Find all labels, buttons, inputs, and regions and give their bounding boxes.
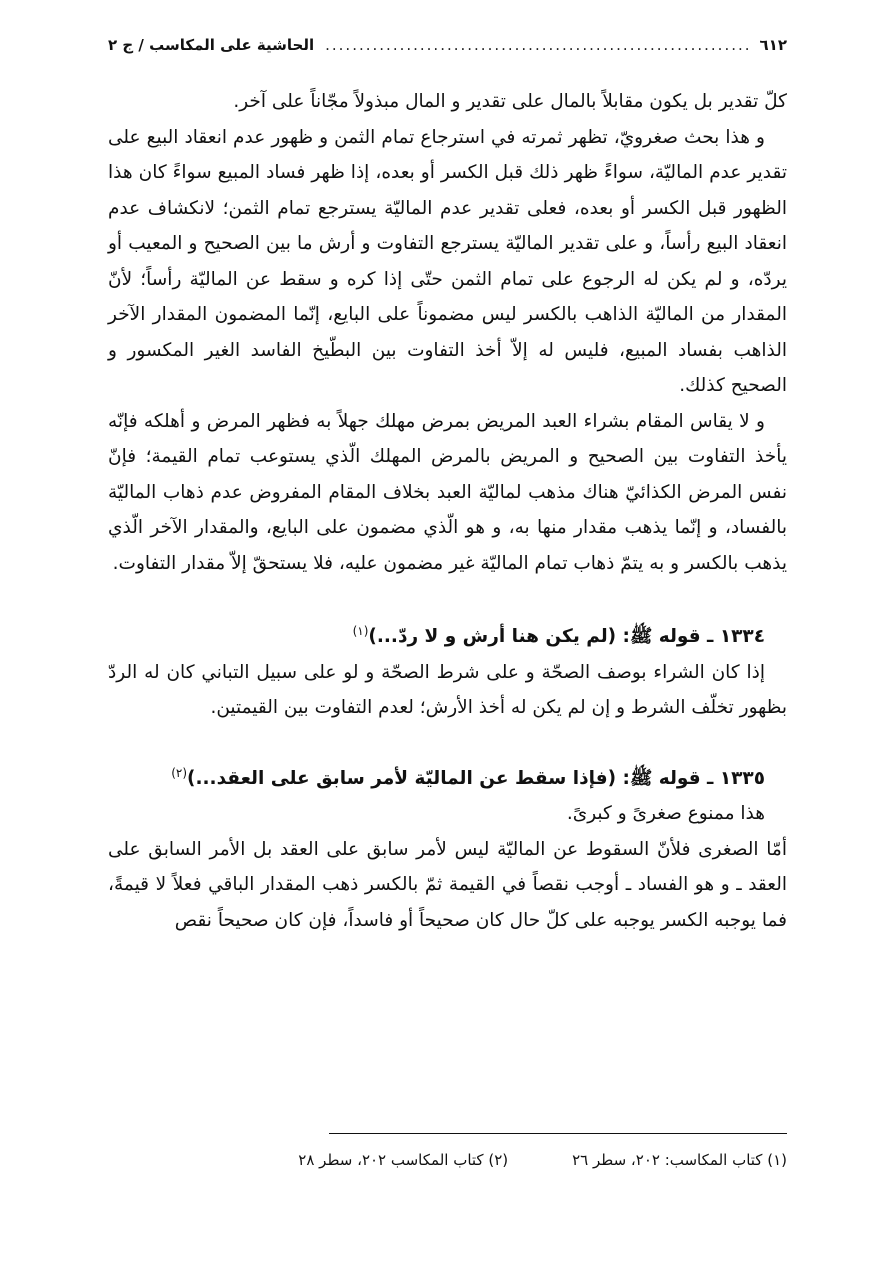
section-spacer: [108, 726, 787, 756]
paragraph: و لا يقاس المقام بشراء العبد المريض بمرض مهلك جهلاً به فظهر المرض و أهلكه فإنّه يأخذ التفاوت بين الصحيح و المريض بالمرض المهلك الّذي يستوعب تمام القيمة؛ فإنّ نفس المرض الكذائيّ هناك مذهب لماليّة العبد بخلاف المقام المفروض عدم ذهاب الماليّة بالفساد، و إنّما يذهب مقدار منها به، و هو الّذي مضمون على البايع، والمقدار الآخر الّذي يذهب بالكسر و به يتمّ ذهاب تمام الماليّة غير مضمون عليه، فلا يستحقّ إلاّ مقدار التفاوت.: [108, 410, 787, 574]
footnote-2: (٢) كتاب المكاسب ٢٠٢، سطر ٢٨: [298, 1151, 509, 1169]
entry-heading-text: ١٣٣٥ ـ قوله ﷺ: (فإذا سقط عن الماليّة لأمر سابق على العقد...): [187, 767, 765, 789]
section-spacer: [108, 581, 787, 614]
entry-heading-1335: [108, 756, 787, 797]
footnotes: [108, 1148, 787, 1172]
footnote-1: (١) كتاب المكاسب: ٢٠٢، سطر ٢٦: [572, 1151, 787, 1169]
main-text: [108, 84, 787, 938]
entry-heading-1334: [108, 614, 787, 655]
page-number: ٦١٢: [759, 36, 787, 54]
entry-text: إذا كان الشراء بوصف الصحّة و على شرط الصحّة و لو على سبيل التباني كان له الردّ بظهور تخلّف الشرط و إن لم يكن له أخذ الأرش؛ لعدم التفاوت بين القيمتين.: [108, 661, 787, 719]
book-title: الحاشية على المكاسب / ج ٢: [108, 36, 315, 54]
header-leader-dots: [322, 36, 751, 54]
paragraph: و هذا بحث صغرويّ، تظهر ثمرته في استرجاع تمام الثمن و ظهور عدم انعقاد البيع على تقدير عدم الماليّة، سواءً ظهر ذلك قبل الكسر أو بعده، إذا ظهر فساد المبيع سواءً كان هذا الظهور قبل الكسر أو بعده، فعلى تقدير عدم الماليّة يسترجع تمام الثمن؛ لانكشاف عدم انعقاد البيع رأساً، و على تقدير الماليّة يسترجع التفاوت و أرش ما بين الصحيح و المعيب أو يردّه، و لم يكن له الرجوع على تمام الثمن حتّى إذا كره و سقط عن الماليّة رأساً؛ لأنّ المقدار من الماليّة الذاهب بالكسر ليس مضموناً على البايع، إنّما المضمون المقدار الآخر الذاهب بفساد المبيع، فليس له إلاّ أخذ التفاوت بين البطّيخ الفاسد الغير المكسور و الصحيح كذلك.: [108, 126, 787, 396]
entry-heading-text: ١٣٣٤ ـ قوله ﷺ: (لم يكن هنا أرش و لا ردّ...): [368, 626, 765, 648]
footnote-reference: (١): [352, 624, 369, 638]
footnote-separator: [329, 1133, 787, 1134]
entry-text: هذا ممنوع صغرىً و كبرىً.: [566, 803, 765, 825]
footnote-reference: (٢): [171, 765, 188, 780]
paragraph-continuation: كلّ تقدير بل يكون مقابلاً بالمال على تقدير و المال مبذولاً مجّاناً على آخر.: [233, 91, 787, 112]
entry-text: أمّا الصغرى فلأنّ السقوط عن الماليّة ليس لأمر سابق على العقد بل الأمر السابق على العقد ـ و هو الفساد ـ أوجب نقصاً في القيمة ثمّ بالكسر ذهب المقدار الباقي فعلاً لا قيمةً، فما يوجبه الكسر يوجبه على كلّ حال كان صحيحاً أو فاسداً، فإن كان صحيحاً نقص: [108, 838, 787, 931]
running-header: [108, 36, 787, 60]
